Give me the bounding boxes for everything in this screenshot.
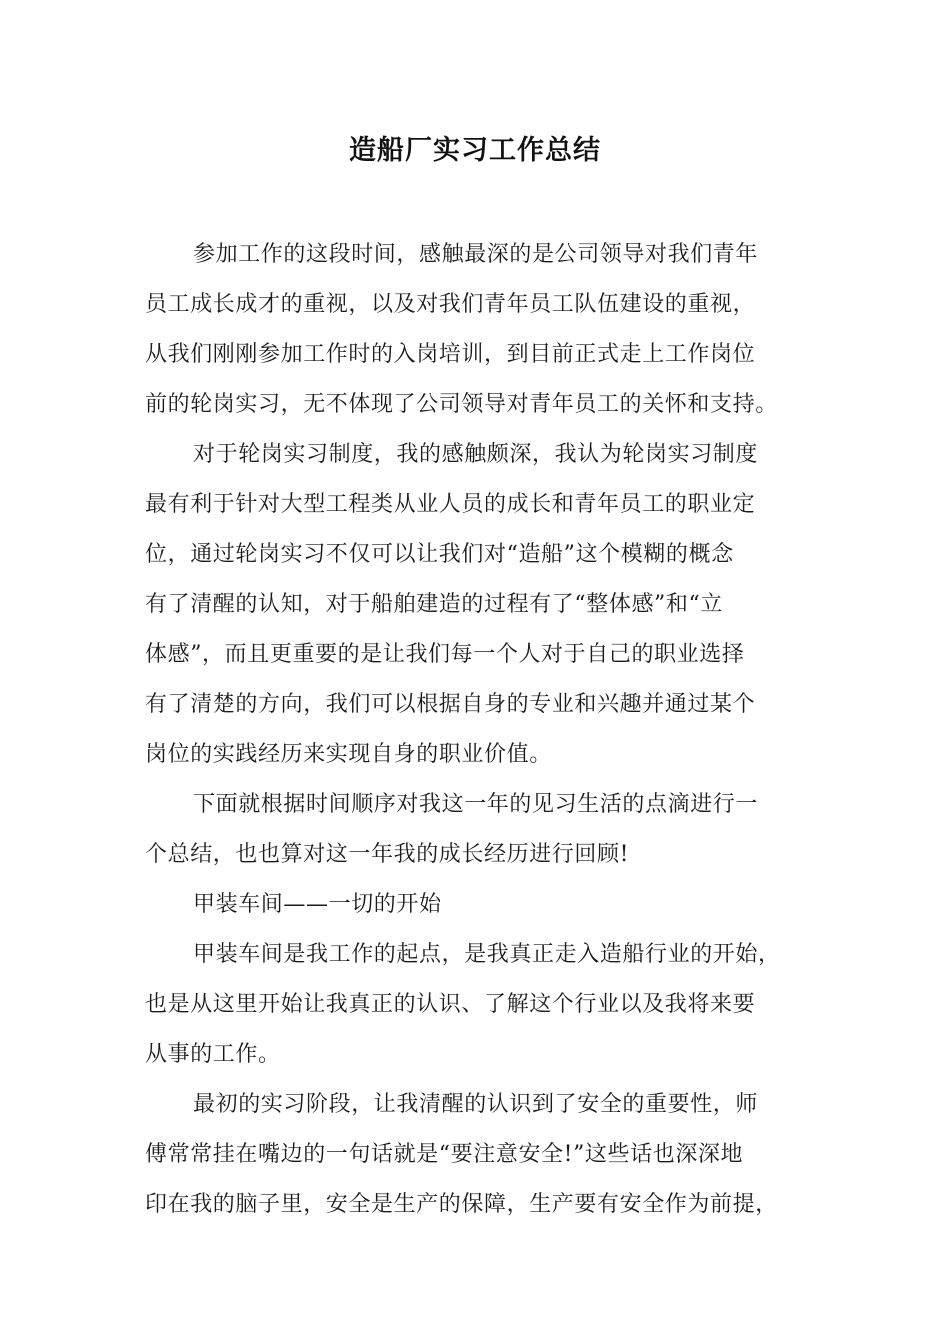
paragraph-line: 前的轮岗实习，无不体现了公司领导对青年员工的关怀和支持。 — [145, 392, 778, 417]
paragraph-line: 参加工作的这段时间，感触最深的是公司领导对我们青年 — [193, 242, 759, 267]
paragraph-line: 位，通过轮岗实习不仅可以让我们对“造船”这个模糊的概念 — [145, 542, 734, 567]
paragraph-line: 最有利于针对大型工程类从业人员的成长和青年员工的职业定 — [145, 492, 756, 517]
paragraph-line: 从事的工作。 — [145, 1042, 281, 1067]
document-title: 造船厂实习工作总结 — [349, 135, 601, 166]
paragraph-line: 傅常常挂在嘴边的一句话就是“要注意安全!”这些话也深深地 — [145, 1142, 744, 1167]
paragraph-line: 下面就根据时间顺序对我这一年的见习生活的点滴进行一 — [193, 792, 759, 817]
paragraph-line: 对于轮岗实习制度，我的感触颇深，我认为轮岗实习制度 — [193, 442, 759, 467]
paragraph-line: 岗位的实践经历来实现自身的职业价值。 — [145, 742, 552, 767]
paragraph-line: 甲装车间是我工作的起点，是我真正走入造船行业的开始， — [193, 942, 781, 967]
paragraph-line: 有了清楚的方向，我们可以根据自身的专业和兴趣并通过某个 — [145, 692, 756, 717]
paragraph-line: 员工成长成才的重视，以及对我们青年员工队伍建设的重视， — [145, 292, 756, 317]
document-body — [145, 230, 810, 1230]
paragraph-line: 有了清醒的认知，对于船舶建造的过程有了“整体感”和“立 — [145, 592, 723, 617]
paragraph-line: 印在我的脑子里，安全是生产的保障，生产要有安全作为前提， — [145, 1192, 778, 1217]
paragraph-line: 个总结，也也算对这一年我的成长经历进行回顾! — [145, 842, 630, 867]
section-heading: 甲装车间——一切的开始 — [193, 892, 442, 917]
paragraph-line: 从我们刚刚参加工作时的入岗培训，到目前正式走上工作岗位 — [145, 342, 756, 367]
paragraph-line: 也是从这里开始让我真正的认识、了解这个行业以及我将来要 — [145, 992, 756, 1017]
paragraph-line: 最初的实习阶段，让我清醒的认识到了安全的重要性，师 — [193, 1092, 759, 1117]
paragraph-line: 体感”，而且更重要的是让我们每一个人对于自己的职业选择 — [145, 642, 745, 667]
